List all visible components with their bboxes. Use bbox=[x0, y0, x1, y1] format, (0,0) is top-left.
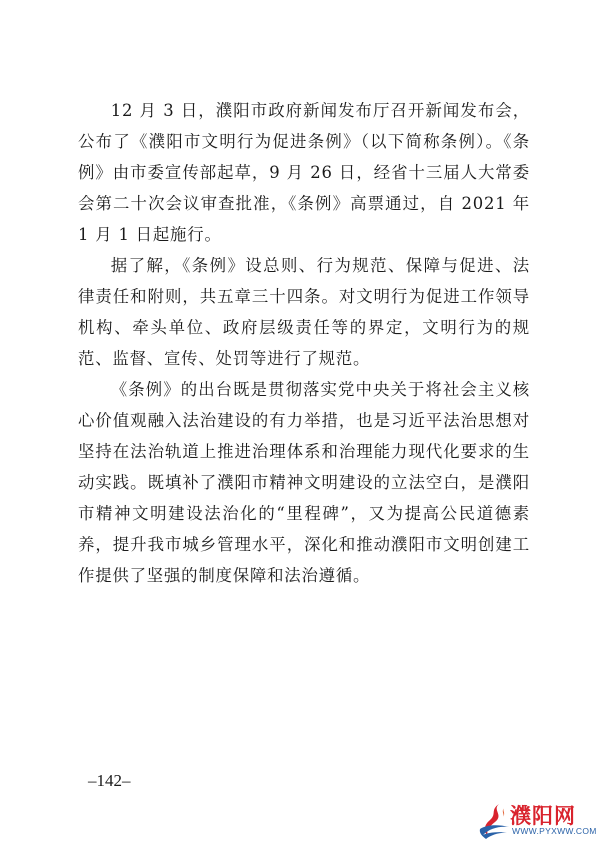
site-watermark bbox=[478, 800, 596, 842]
article-body bbox=[78, 95, 530, 591]
watermark-title: 濮阳网 bbox=[510, 804, 576, 828]
paragraph-significance: 《条例》的出台既是贯彻落实党中央关于将社会主义核心价值观融入法治建设的有力举措，也是习近平法治思想对坚持在法治轨道上推进治理体系和治理能力现代化要求的生动实践。既填补了濮阳市精神文明建设的立法空白，是濮阳市精神文明建设法治化的“里程碑”，又为提高公民道德素养，提升我市城乡管理水平，深化和推动濮阳市文明创建工作提供了坚强的制度保障和法治遵循。 bbox=[78, 380, 530, 585]
paragraph-announcement: 12 月 3 日，濮阳市政府新闻发布厅召开新闻发布会，公布了《濮阳市文明行为促进条例》（以下简称条例）。《条例》由市委宣传部起草，9 月 26 日，经省十三届人大常委会第二十次会议审查批准，《条例》高票通过，自 2021 年 1 月 1 日起施行。 bbox=[78, 101, 530, 244]
flame-ribbon-logo-icon bbox=[478, 802, 512, 840]
watermark-url: WWW.PYXWW.COM bbox=[512, 826, 597, 836]
page-number: –142– bbox=[88, 771, 131, 790]
paragraph-structure: 据了解，《条例》设总则、行为规范、保障与促进、法律责任和附则，共五章三十四条。对文明行为促进工作领导机构、牵头单位、政府层级责任等的界定，文明行为的规范、监督、宣传、处罚等进行了规范。 bbox=[78, 256, 530, 368]
